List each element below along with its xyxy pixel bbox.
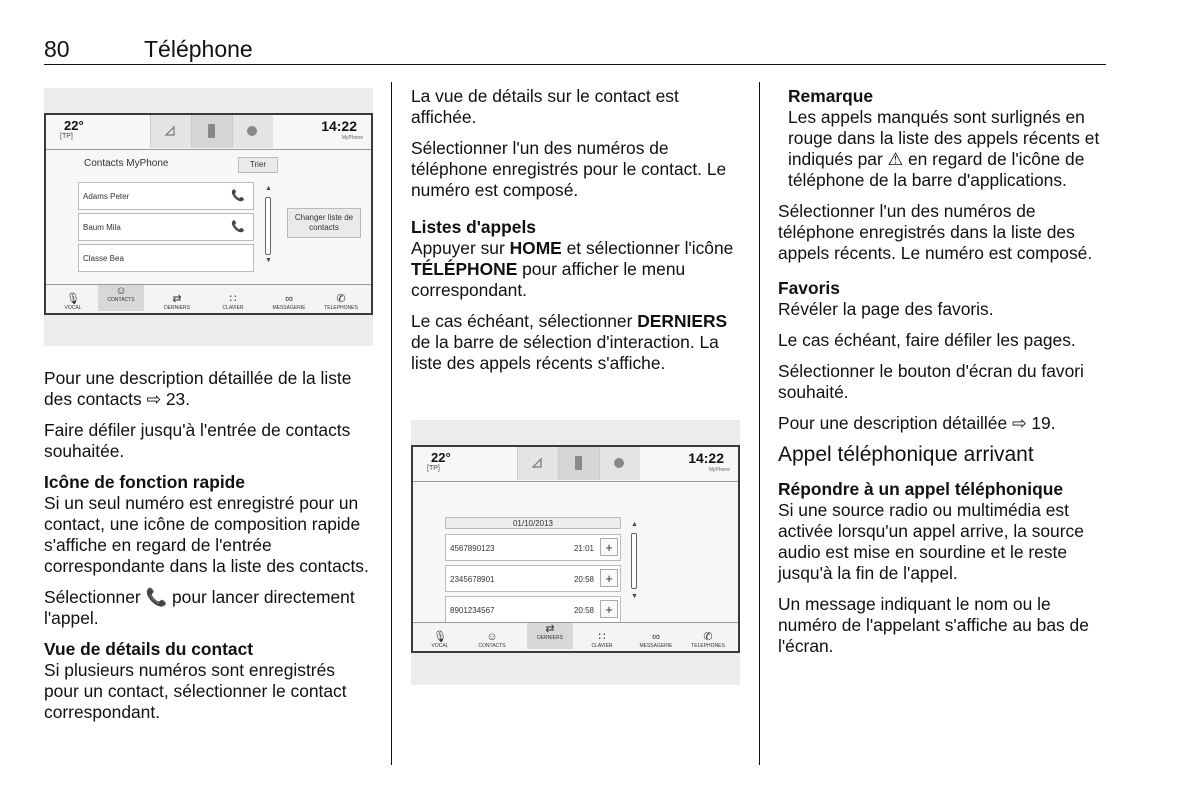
scroll-down-icon[interactable]: ▼ [265, 257, 272, 264]
section-heading: Appel téléphonique arrivant [778, 443, 1034, 466]
contact-name: Baum Mila [83, 223, 121, 232]
dock-clavier[interactable]: ∷ CLAVIER [210, 293, 256, 311]
keypad-icon: ∷ [229, 293, 237, 305]
contact-row[interactable] [78, 182, 254, 210]
clock: 14:22 [321, 118, 357, 134]
clock: 14:22 [688, 450, 724, 466]
tab-info[interactable] [599, 447, 640, 480]
paragraph: Le cas échéant, sélectionner DERNIERS de la barre de sélection d'interaction. La liste des appels récents s'affiche. [411, 311, 728, 373]
phones-icon: ✆ [336, 293, 346, 305]
paragraph: Un message indiquant le nom ou le numéro de l'appelant s'affiche au bas de l'écran. [778, 594, 1089, 656]
status-bar [413, 447, 738, 482]
page-title: Téléphone [144, 36, 253, 62]
scrollbar[interactable] [265, 197, 271, 255]
scroll-down-icon[interactable]: ▼ [631, 593, 638, 600]
paragraph: Sélectionner l'un des numéros de téléphone enregistrés dans la liste des appels récents. Le numéro est composé. [778, 201, 1093, 263]
dock-contacts[interactable]: ☺ CONTACTS [98, 285, 144, 311]
tab-phone[interactable] [191, 115, 232, 148]
contacts-icon: ☺ [486, 631, 498, 643]
change-contact-list-button[interactable]: Changer liste de contacts [287, 208, 361, 238]
figure-recent-calls [411, 420, 740, 685]
contact-row[interactable] [78, 244, 254, 272]
dock-telephones[interactable]: ✆ TELEPHONES [685, 631, 731, 649]
scroll-up-icon[interactable]: ▲ [265, 185, 272, 192]
mic-icon: 🎙 [66, 293, 80, 305]
paragraph: Faire défiler jusqu'à l'entrée de contacts souhaitée. [44, 420, 351, 461]
add-icon[interactable]: + [600, 569, 618, 587]
add-icon[interactable]: + [600, 538, 618, 556]
add-icon[interactable]: + [600, 600, 618, 618]
voicemail-icon: ∞ [652, 631, 660, 643]
call-number: 8901234567 [450, 606, 495, 615]
heading: Listes d'appels [411, 217, 536, 237]
column-3 [778, 86, 1106, 667]
dock-contacts[interactable]: ☺ CONTACTS [469, 631, 515, 649]
recent-calls-icon: ⇄ [545, 623, 555, 635]
date-header: 01/10/2013 [445, 517, 621, 529]
note-heading: Remarque [788, 86, 874, 106]
paragraph: Si plusieurs numéros sont enregistrés pour un contact, sélectionner le contact correspondant. [44, 660, 347, 722]
temperature: 22° [64, 118, 84, 133]
contact-row[interactable] [78, 213, 254, 241]
phone-icon[interactable]: 📞 [231, 190, 245, 202]
scrollbar[interactable] [631, 533, 637, 589]
paragraph: Si une source radio ou multimédia est activée lorsqu'un appel arrive, la source audio est mise en sourdine et le reste jusqu'à la fin de l'appel. [778, 500, 1084, 583]
tab-phone[interactable] [558, 447, 599, 480]
phone-icon[interactable]: 📞 [231, 221, 245, 233]
screen-contacts [44, 113, 373, 315]
note-box [778, 86, 1106, 191]
column-1 [44, 368, 374, 733]
paragraph: Le cas échéant, faire défiler les pages. [778, 330, 1076, 350]
column-2 [411, 86, 741, 384]
paragraph: Appuyer sur HOME et sélectionner l'icône TÉLÉPHONE pour afficher le menu correspondant. [411, 238, 734, 300]
dock-telephones[interactable]: ✆ TELEPHONES [318, 293, 364, 311]
list-title: Contacts MyPhone [84, 158, 169, 169]
dock-derniers[interactable]: ⇄ DERNIERS [527, 623, 573, 649]
status-bar [46, 115, 371, 150]
paragraph: Pour une description détaillée ⇨ 19. [778, 413, 1056, 433]
paragraph: La vue de détails sur le contact est affichée. [411, 86, 679, 127]
paragraph: Sélectionner l'un des numéros de téléphone enregistrés pour le contact. Le numéro est composé. [411, 138, 727, 200]
device-name: MyPhone [708, 467, 730, 473]
app-dock [413, 622, 738, 651]
voicemail-icon: ∞ [285, 293, 293, 305]
call-time: 20:58 [573, 606, 594, 615]
dock-vocal[interactable]: 🎙 VOCAL [417, 631, 463, 649]
heading: Vue de détails du contact [44, 639, 254, 659]
paragraph: Sélectionner le bouton d'écran du favori souhaité. [778, 361, 1084, 402]
dock-messagerie[interactable]: ∞ MESSAGERIE [266, 293, 312, 311]
tab-audio[interactable] [517, 447, 558, 480]
tp-indicator: [TP] [427, 465, 440, 472]
sort-button[interactable]: Trier [238, 157, 278, 173]
tab-audio[interactable] [150, 115, 191, 148]
dock-derniers[interactable]: ⇄ DERNIERS [154, 293, 200, 311]
heading: Icône de fonction rapide [44, 472, 245, 492]
device-name: MyPhone [341, 135, 363, 141]
heading: Favoris [778, 278, 840, 298]
figure-contacts [44, 88, 373, 346]
contacts-icon: ☺ [115, 285, 127, 297]
note-text: Les appels manqués sont surlignés en rouge dans la liste des appels récents et indiqués par ⚠ en regard de l'icône de téléphone de la barre d'applications. [788, 107, 1100, 190]
phone-device-icon [204, 123, 218, 139]
dock-messagerie[interactable]: ∞ MESSAGERIE [633, 631, 679, 649]
info-icon [612, 455, 626, 471]
paragraph: Pour une description détaillée de la liste des contacts ⇨ 23. [44, 368, 352, 409]
call-number: 2345678901 [450, 575, 495, 584]
screen-recent-calls [411, 445, 740, 653]
column-divider-left [391, 82, 392, 765]
tp-indicator: [TP] [60, 133, 73, 140]
dock-clavier[interactable]: ∷ CLAVIER [579, 631, 625, 649]
temperature: 22° [431, 450, 451, 465]
recent-calls-icon: ⇄ [172, 293, 182, 305]
call-row[interactable] [445, 534, 621, 561]
note-icon [163, 123, 177, 139]
call-time: 20:58 [573, 575, 594, 584]
contact-name: Classe Bea [83, 254, 124, 263]
keypad-icon: ∷ [598, 631, 606, 643]
app-dock [46, 284, 371, 313]
call-row[interactable] [445, 565, 621, 592]
header-rule [44, 64, 1106, 65]
column-divider-right [759, 82, 760, 765]
note-icon [530, 455, 544, 471]
call-number: 4567890123 [450, 544, 495, 553]
paragraph: Sélectionner 📞 pour lancer directement l'appel. [44, 587, 355, 628]
paragraph: Révéler la page des favoris. [778, 299, 994, 319]
phone-device-icon [571, 455, 585, 471]
phones-icon: ✆ [703, 631, 713, 643]
page-number: 80 [44, 36, 70, 62]
heading: Répondre à un appel téléphonique [778, 479, 1064, 499]
info-icon [245, 123, 259, 139]
tab-info[interactable] [232, 115, 273, 148]
contact-name: Adams Peter [83, 192, 130, 201]
scroll-up-icon[interactable]: ▲ [631, 521, 638, 528]
mic-icon: 🎙 [433, 631, 447, 643]
paragraph: Si un seul numéro est enregistré pour un contact, une icône de composition rapide s'affiche en regard de l'entrée correspondante dans la liste des contacts. [44, 493, 369, 576]
dock-vocal[interactable]: 🎙 VOCAL [50, 293, 96, 311]
call-time: 21:01 [573, 544, 594, 553]
call-row[interactable] [445, 596, 621, 623]
